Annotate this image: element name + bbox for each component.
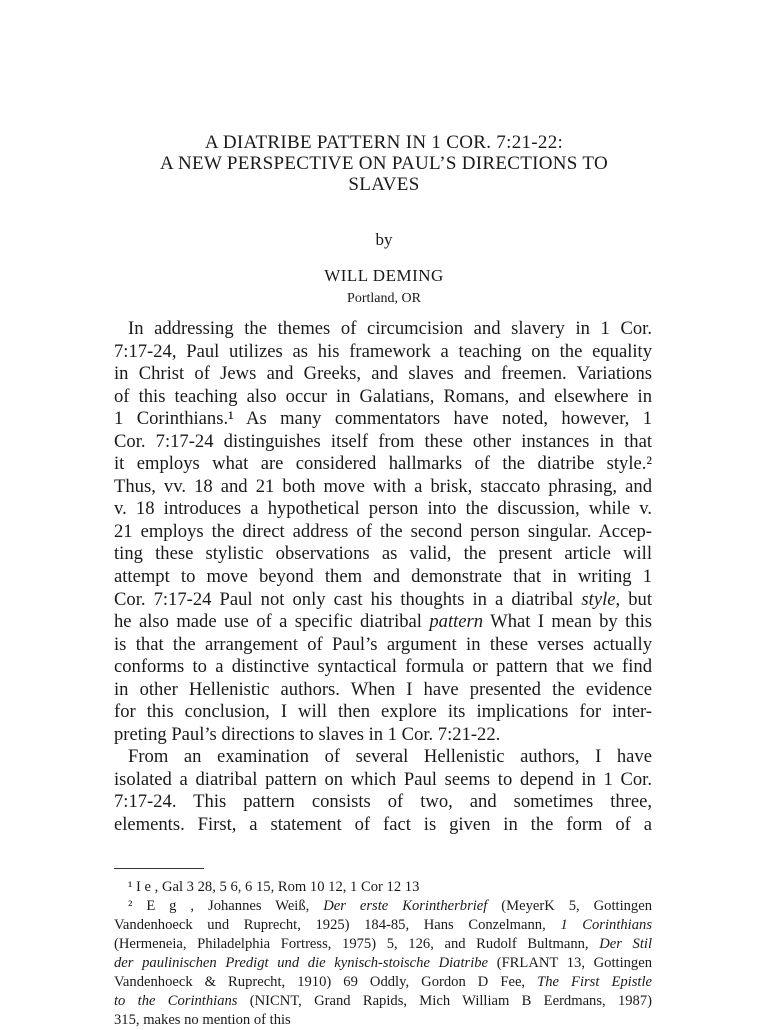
footnote-line xyxy=(114,897,652,916)
text-run: Thus, vv. 18 and 21 both move with a brisk, staccato phrasing, and xyxy=(114,475,652,497)
text-run: of this teaching also occur in Galatians, Romans, and elsewhere in xyxy=(114,385,652,407)
italic-text: pattern xyxy=(429,611,484,633)
text-run: (MeyerK 5, Gottingen xyxy=(487,898,652,914)
text-run: Vandenhoeck & Ruprecht, 1910) 69 Oddly, Gordon D Fee, xyxy=(114,974,538,990)
paragraph-line xyxy=(114,431,652,454)
text-run: What I mean by this xyxy=(483,611,652,633)
text-run: (NICNT, Grand Rapids, Mich William B Eerdmans, 1987) xyxy=(237,993,653,1009)
paragraph-line xyxy=(114,679,652,702)
author-name: WILL DEMING xyxy=(324,266,444,285)
text-run: ² E g , Johannes Weiß, xyxy=(128,898,324,914)
text-run: in other Hellenistic authors. When I have presented the evidence xyxy=(114,678,652,700)
italic-text: der paulinischen Predigt und die kynisch-stoische Diatribe xyxy=(114,955,489,971)
footnote-divider xyxy=(114,868,204,869)
text-run: Cor. 7:17-24 distinguishes itself from these other instances in that xyxy=(114,430,652,452)
paragraph-line xyxy=(114,566,652,589)
byline: by xyxy=(375,230,393,249)
italic-text: The First Epistle xyxy=(537,974,652,990)
paragraph-line xyxy=(114,769,652,792)
article-title-line-2: A NEW PERSPECTIVE ON PAUL’S DIRECTIONS TO xyxy=(160,153,608,174)
paragraph-line xyxy=(114,341,652,364)
paragraph-line xyxy=(114,814,652,837)
author-affiliation: Portland, OR xyxy=(347,291,421,306)
text-run: elements. First, a statement of fact is given in the form of a xyxy=(114,814,652,836)
text-run: in Christ of Jews and Greeks, and slaves and freemen. Variations xyxy=(114,363,652,385)
text-run: From an examination of several Hellenistic authors, I have xyxy=(128,746,652,768)
text-run: (FRLANT 13, Gottingen xyxy=(488,955,652,971)
paragraph-line xyxy=(114,453,652,476)
footnote-line xyxy=(114,1011,652,1030)
paragraph-line xyxy=(114,701,652,724)
footnotes xyxy=(114,878,652,1030)
paragraph-line xyxy=(114,746,652,769)
text-run: attempt to move beyond them and demonstrate that in writing 1 xyxy=(114,566,652,588)
body-text xyxy=(114,318,652,837)
paragraph-line xyxy=(114,498,652,521)
footnote-line xyxy=(114,973,652,992)
article-title-line-1: A DIATRIBE PATTERN IN 1 COR. 7:21-22: xyxy=(204,132,564,153)
text-run: he also made use of a specific diatribal xyxy=(114,611,430,633)
text-run: In addressing the themes of circumcision and slavery in 1 Cor. xyxy=(128,318,652,339)
paragraph-line xyxy=(114,363,652,386)
paragraph-line xyxy=(114,589,652,612)
paragraph-line xyxy=(114,521,652,544)
text-run: isolated a diatribal pattern on which Paul seems to depend in 1 Cor. xyxy=(114,768,652,790)
paragraph-line xyxy=(114,634,652,657)
text-run: Cor. 7:17-24 Paul not only cast his thoughts in a diatribal xyxy=(114,588,582,610)
paragraph-line xyxy=(114,791,652,814)
paragraph-line xyxy=(114,543,652,566)
paragraph-line xyxy=(114,656,652,679)
italic-text: Der Stil xyxy=(599,936,652,952)
italic-text: 1 Corinthians xyxy=(560,917,653,933)
article-title-line-3: SLAVES xyxy=(348,174,420,195)
text-run: it employs what are considered hallmarks of the diatribe style.² xyxy=(114,453,652,475)
text-run: v. 18 introduces a hypothetical person into the discussion, while v. xyxy=(114,498,652,520)
footnote-line xyxy=(114,954,652,973)
paragraph-line xyxy=(114,386,652,409)
italic-text: style xyxy=(581,588,616,610)
italic-text: to the Corinthians xyxy=(114,993,238,1009)
text-run: Vandenhoeck und Ruprecht, 1925) 184-85, Hans Conzelmann, xyxy=(114,917,561,933)
footnote-line xyxy=(114,878,652,897)
paragraph-line xyxy=(114,318,652,341)
text-run: ting these stylistic observations as valid, the present article will xyxy=(114,543,652,565)
footnote-line xyxy=(114,992,652,1011)
text-run: ¹ I e , Gal 3 28, 5 6, 6 15, Rom 10 12, 1 Cor 12 13 xyxy=(128,879,420,895)
text-run: 21 employs the direct address of the second person singular. Accep- xyxy=(114,520,652,542)
paragraph-line xyxy=(114,408,652,431)
text-run: 315, makes no mention of this xyxy=(114,1012,291,1028)
footnote-line xyxy=(114,935,652,954)
italic-text: Der erste Korintherbrief xyxy=(323,898,488,914)
text-run: , but xyxy=(615,588,652,610)
text-run: 7:17-24, Paul utilizes as his framework a teaching on the equality xyxy=(114,340,652,362)
text-run: is that the arrangement of Paul’s argument in these verses actually xyxy=(114,633,652,655)
text-run: (Hermeneia, Philadelphia Fortress, 1975) 5, 126, and Rudolf Bultmann, xyxy=(114,936,600,952)
text-run: for this conclusion, I will then explore its implications for inter- xyxy=(114,701,652,723)
text-run: preting Paul’s directions to slaves in 1 Cor. 7:21-22. xyxy=(114,723,501,745)
paragraph-line xyxy=(114,611,652,634)
text-run: 1 Corinthians.¹ As many commentators have noted, however, 1 xyxy=(114,408,652,430)
paragraph-line xyxy=(114,476,652,499)
paragraph-line xyxy=(114,724,652,747)
text-run: 7:17-24. This pattern consists of two, and sometimes three, xyxy=(114,791,652,813)
footnote-line xyxy=(114,916,652,935)
text-run: conforms to a distinctive syntactical formula or pattern that we find xyxy=(114,656,652,678)
